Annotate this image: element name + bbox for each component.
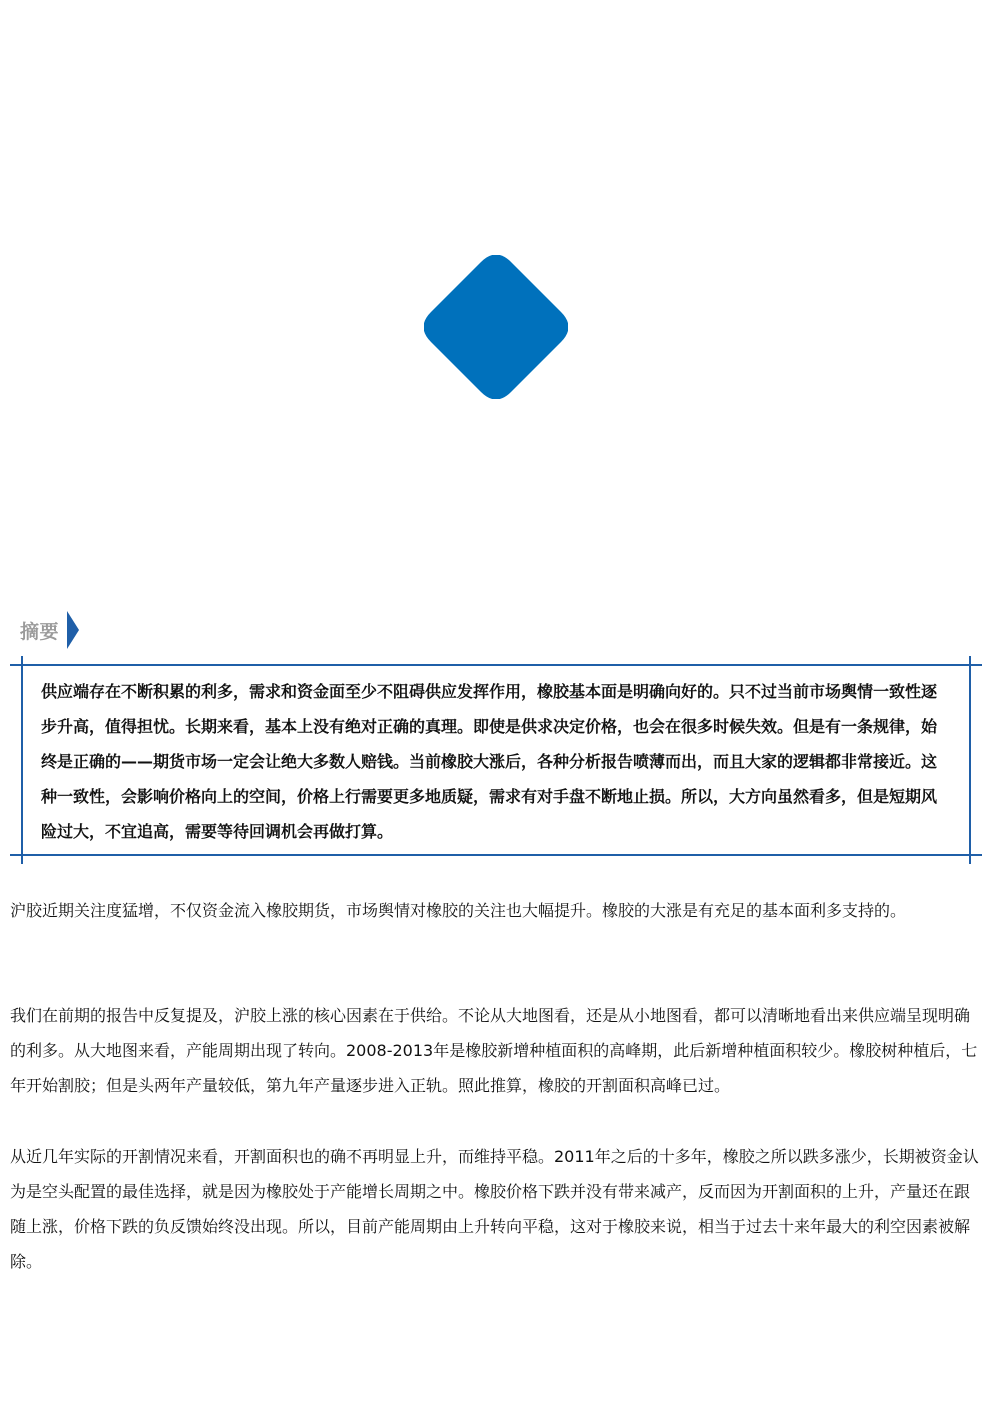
summary-box xyxy=(10,656,982,864)
summary-border-bottom xyxy=(10,854,982,856)
body-paragraph-3: 从近几年实际的开割情况来看，开割面积也的确不再明显上升，而维持平稳。2011年之后的十多年，橡胶之所以跌多涨少，长期被资金认为是空头配置的最佳选择，就是因为橡胶处于产能增长周期之中。橡胶价格下跌并没有带来减产，反而因为开割面积的上升，产量还在跟随上涨，价格下跌的负反馈始终没出现。所以，目前产能周期由上升转向平稳，这对于橡胶来说，相当于过去十来年最大的利空因素被解除。 xyxy=(10,1147,979,1271)
summary-border-top xyxy=(10,664,982,666)
summary-title: 摘要 xyxy=(20,620,60,643)
body-paragraph-1: 沪胶近期关注度猛增，不仅资金流入橡胶期货，市场舆情对橡胶的关注也大幅提升。橡胶的大涨是有充足的基本面利多支持的。 xyxy=(10,901,907,920)
chevron-right-icon xyxy=(67,611,79,649)
body-paragraph-2: 我们在前期的报告中反复提及，沪胶上涨的核心因素在于供给。不论从大地图看，还是从小地图看，都可以清晰地看出来供应端呈现明确的利多。从大地图来看，产能周期出现了转向。2008-2013年是橡胶新增种植面积的高峰期，此后新增种植面积较少。橡胶树种植后，七年开始割胶；但是头两年产量较低，第九年产量逐步进入正轨。照此推算，橡胶的开割面积高峰已过。 xyxy=(10,1006,978,1095)
summary-header xyxy=(20,612,79,648)
diamond-logo-icon xyxy=(424,255,568,399)
blue-diamond-logo xyxy=(424,255,568,399)
summary-border-right xyxy=(969,656,971,864)
summary-text: 供应端存在不断积累的利多，需求和资金面至少不阻碍供应发挥作用，橡胶基本面是明确向好的。只不过当前市场舆情一致性逐步升高，值得担忧。长期来看，基本上没有绝对正确的真理。即使是供求决定价格，也会在很多时候失效。但是有一条规律，始终是正确的——期货市场一定会让绝大多数人赔钱。当前橡胶大涨后，各种分析报告喷薄而出，而且大家的逻辑都非常接近。这种一致性，会影响价格向上的空间，价格上行需要更多地质疑，需求有对手盘不断地止损。所以，大方向虽然看多，但是短期风险过大，不宜追高，需要等待回调机会再做打算。 xyxy=(41,682,938,841)
summary-border-left xyxy=(21,656,23,864)
